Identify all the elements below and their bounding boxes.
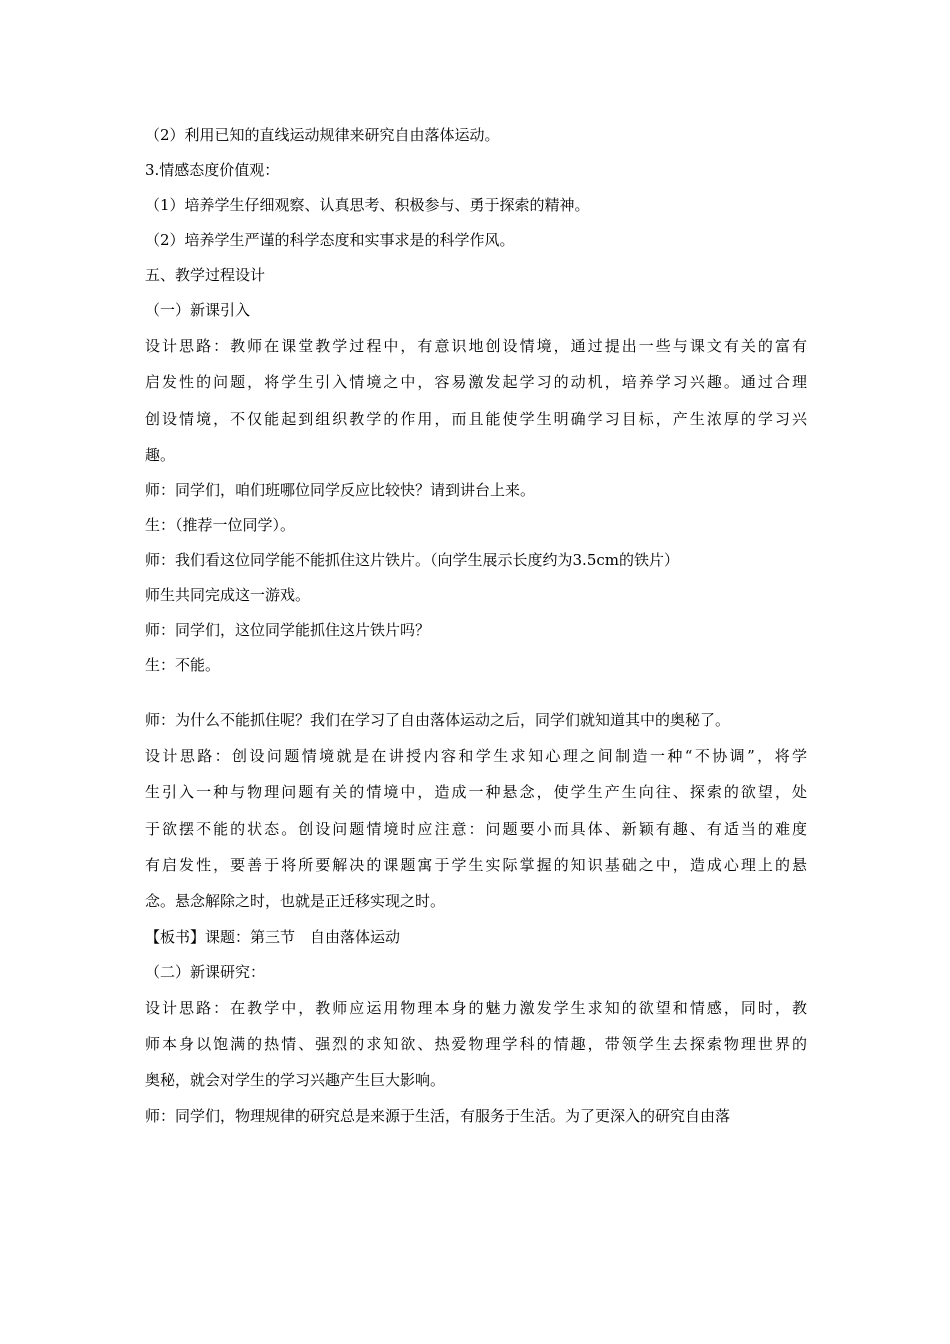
- section-heading: 3.情感态度价值观：: [145, 161, 280, 179]
- objective-line: （2）利用已知的直线运动规律来研究自由落体运动。: [145, 126, 500, 144]
- paragraph-line: 有启发性，要善于将所要解决的课题寓于学生实际掌握的知识基础之中，造成心理上的悬: [145, 856, 807, 875]
- paragraph-line: 奥秘，就会对学生的学习兴趣产生巨大影响。: [145, 1071, 446, 1090]
- dialog-line: 师：同学们，这位同学能抓住这片铁片吗？: [145, 621, 431, 640]
- document-body: [145, 118, 807, 1134]
- paragraph-line: 趣。: [145, 445, 176, 464]
- objective-line: （2）培养学生严谨的科学态度和实事求是的科学作风。: [145, 231, 515, 249]
- subsection-heading: （二）新课研究：: [145, 962, 266, 981]
- paragraph-line: 设计思路：在教学中，教师应运用物理本身的魅力激发学生求知的欲望和情感，同时，教: [145, 998, 807, 1017]
- design-rationale-paragraph: [145, 990, 807, 1099]
- paragraph-line: 师本身以饱满的热情、强烈的求知欲、热爱物理学科的情趣，带领学生去探索物理世界的: [145, 1034, 807, 1053]
- board-title: 【板书】课题：第三节 自由落体运动: [145, 927, 401, 946]
- paragraph-line: 生引入一种与物理问题有关的情境中，造成一种悬念，使学生产生向往、探索的欲望，处: [145, 783, 807, 802]
- section-heading: 五、教学过程设计: [145, 266, 266, 284]
- paragraph-line: 设计思路：创设问题情境就是在讲授内容和学生求知心理之间制造一种“不协调”，将学: [145, 747, 807, 766]
- dialog-line: 生：不能。: [145, 656, 221, 675]
- blank-gap: [145, 683, 807, 703]
- dialog-line: 师：同学们，咱们班哪位同学反应比较快？请到讲台上来。: [145, 481, 536, 500]
- design-rationale-paragraph: [145, 738, 807, 919]
- paragraph-line: 念。悬念解除之时，也就是正迁移实现之时。: [145, 892, 446, 911]
- subsection-heading: （一）新课引入: [145, 301, 251, 319]
- dialog-line: 生：（推荐一位同学）。: [145, 516, 296, 535]
- dialog-line: 师生共同完成这一游戏。: [145, 586, 311, 605]
- design-rationale-paragraph: [145, 328, 807, 473]
- paragraph-line: 设计思路：教师在课堂教学过程中，有意识地创设情境，通过提出一些与课文有关的富有: [145, 337, 807, 355]
- dialog-line: 师：同学们，物理规律的研究总是来源于生活，有服务于生活。为了更深入的研究自由落: [145, 1106, 731, 1125]
- dialog-line: 师：为什么不能抓住呢？我们在学习了自由落体运动之后，同学们就知道其中的奥秘了。: [145, 711, 731, 730]
- dialog-line: 师：我们看这位同学能不能抓住这片铁片。（向学生展示长度约为3.5cm的铁片）: [145, 551, 679, 570]
- paragraph-line: 启发性的问题，将学生引入情境之中，容易激发起学习的动机，培养学习兴趣。通过合理: [145, 373, 807, 392]
- paragraph-line: 于欲摆不能的状态。创设问题情境时应注意：问题要小而具体、新颖有趣、有适当的难度: [145, 819, 807, 838]
- paragraph-line: 创设情境，不仅能起到组织教学的作用，而且能使学生明确学习目标，产生浓厚的学习兴: [145, 409, 807, 428]
- objective-line: （1）培养学生仔细观察、认真思考、积极参与、勇于探索的精神。: [145, 196, 590, 214]
